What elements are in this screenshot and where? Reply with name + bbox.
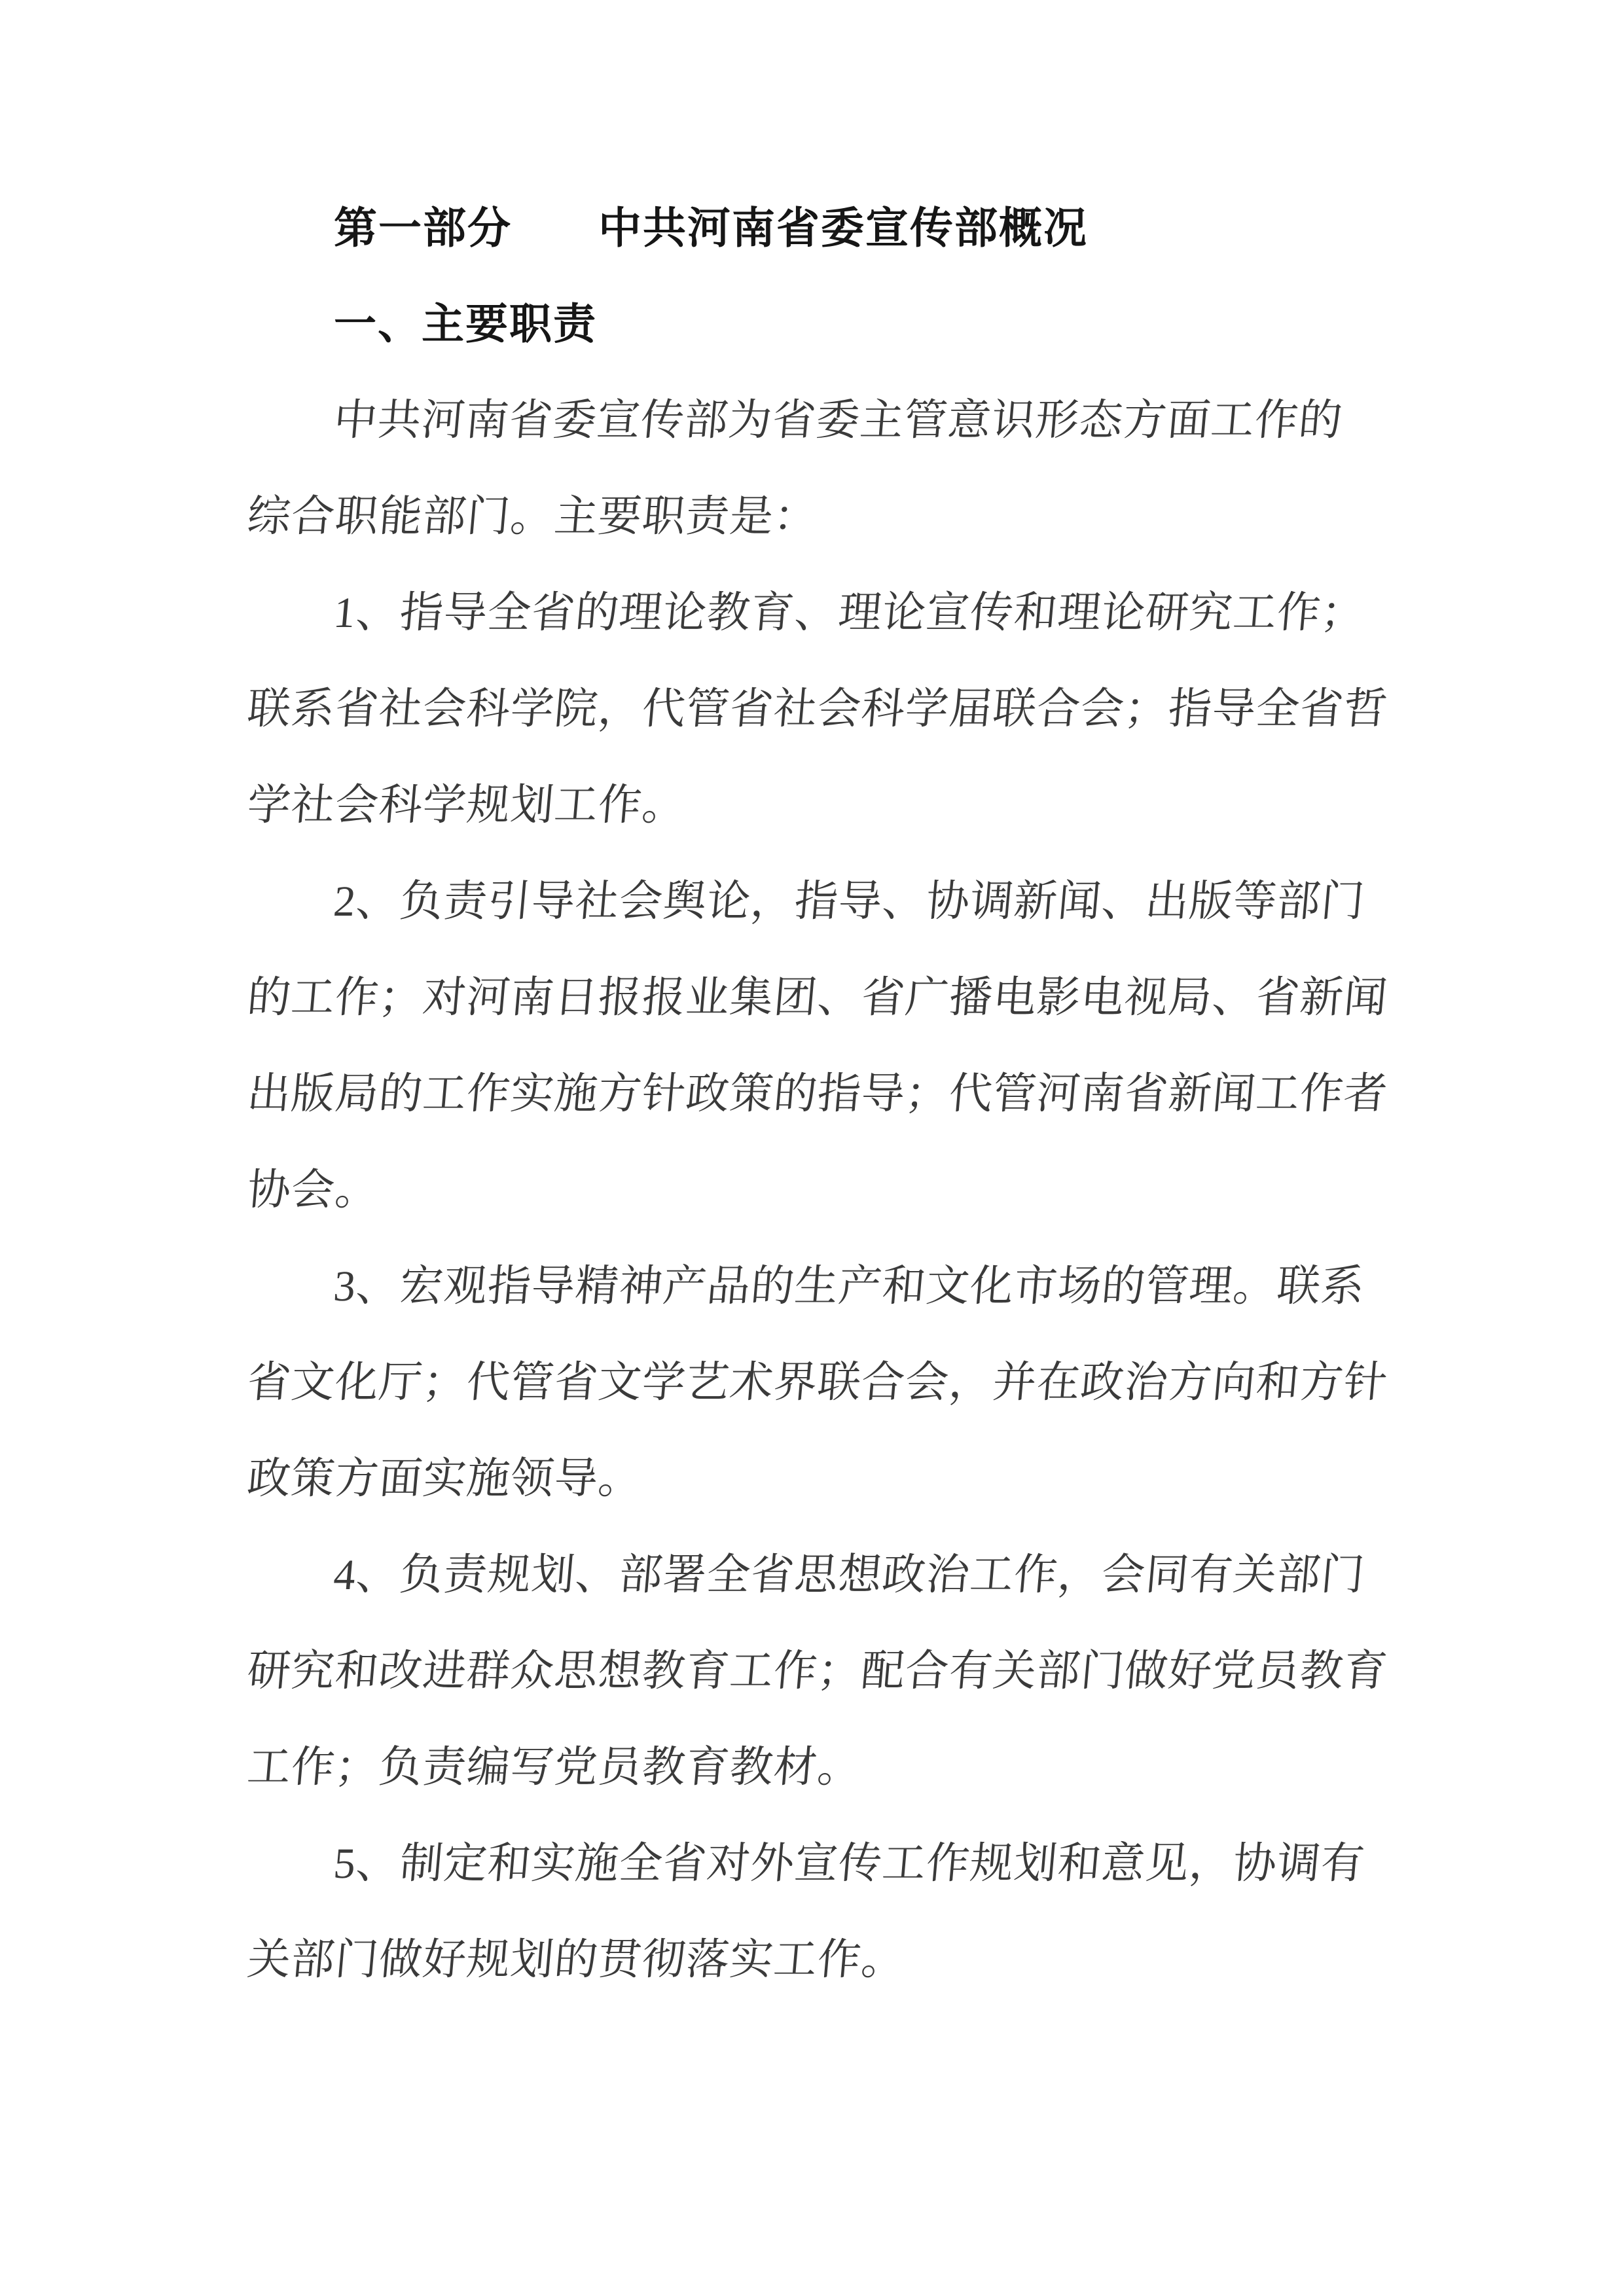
paragraph-5-line-2: 关部门做好规划的贯彻落实工作。 [245,1936,908,1984]
paragraph-2-line-1: 2、负责引导社会舆论，指导、协调新闻、出版等部门 [331,878,1367,925]
paragraph-4-line-3: 工作；负责编写党员教育教材。 [245,1744,864,1791]
paragraph-2-line-2: 的工作；对河南日报报业集团、省广播电影电视局、省新闻 [245,974,1390,1022]
paragraph-2-line-3: 出版局的工作实施方针政策的指导；代管河南省新闻工作者 [245,1070,1390,1118]
document-title [247,180,1088,276]
section-heading: 一、主要职责 [334,300,598,349]
paragraph-3-line-2: 省文化厅；代管省文学艺术界联合会，并在政治方向和方针 [245,1359,1390,1407]
paragraph-intro-line-2: 综合职能部门。主要职责是： [245,493,820,541]
paragraph-2-line-4: 协会。 [245,1166,382,1214]
paragraph-intro-line-1: 中共河南省委宣传部为省委主管意识形态方面工作的 [331,397,1345,444]
document-title-name: 中共河南省委宣传部概况 [598,203,1088,253]
paragraph-4-line-1: 4、负责规划、部署全省思想政治工作，会同有关部门 [331,1551,1367,1599]
paragraph-3-line-3: 政策方面实施领导。 [245,1455,645,1503]
paragraph-1-line-2: 联系省社会科学院，代管省社会科学届联合会；指导全省哲 [245,685,1390,733]
paragraph-4-line-2: 研究和改进群众思想教育工作；配合有关部门做好党员教育 [245,1647,1390,1695]
paragraph-3-line-1: 3、宏观指导精神产品的生产和文化市场的管理。联系 [331,1263,1367,1310]
document-title-part: 第一部分 [334,203,512,253]
paragraph-1-line-1: 1、指导全省的理论教育、理论宣传和理论研究工作； [331,589,1367,637]
paragraph-1-line-3: 学社会科学规划工作。 [245,781,689,829]
paragraph-5-line-1: 5、制定和实施全省对外宣传工作规划和意见，协调有 [331,1840,1367,1888]
